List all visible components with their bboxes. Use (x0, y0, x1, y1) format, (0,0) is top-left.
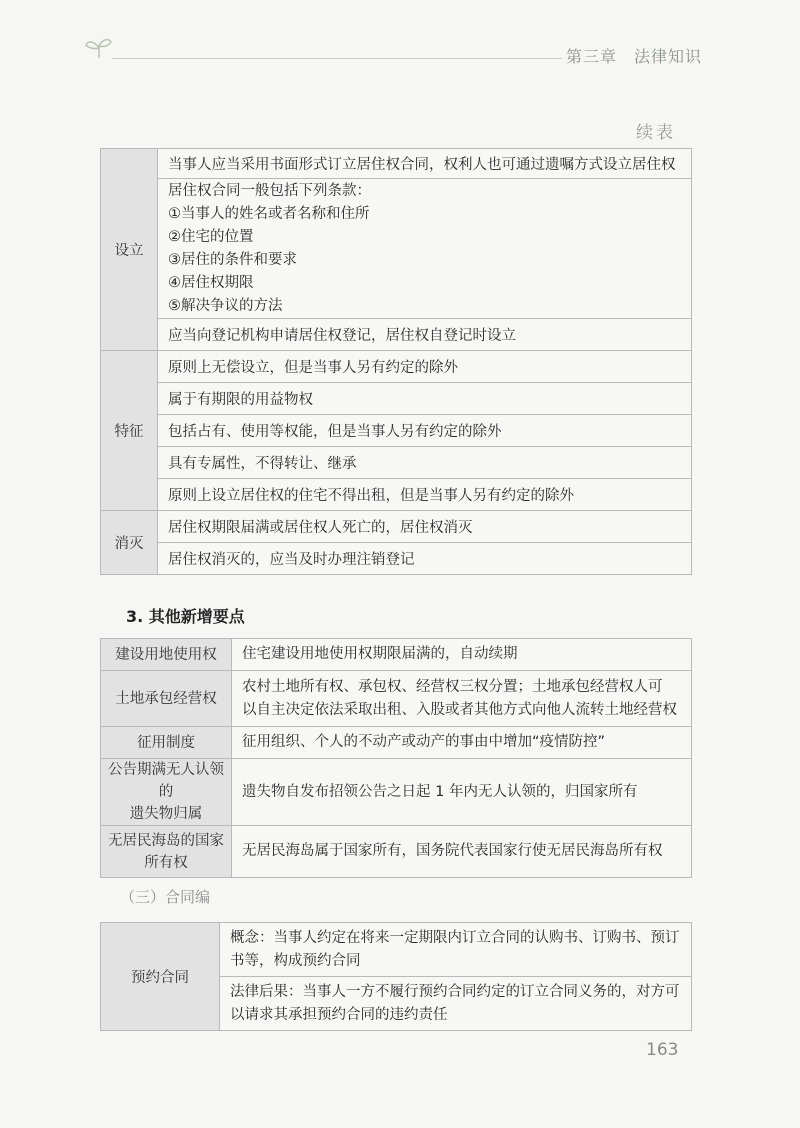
content-cell (232, 759, 692, 826)
table-row (101, 319, 692, 351)
category-cell: 设立 (101, 149, 158, 351)
content-line: 居住权消灭的，应当及时办理注销登记 (168, 552, 415, 568)
table-row (101, 383, 692, 415)
content-line: 以请求其承担预约合同的违约责任 (230, 1006, 448, 1023)
page-number: 163 (646, 1040, 679, 1060)
table-row (101, 415, 692, 447)
content-line: 遗失物自发布招领公告之日起 1 年内无人认领的，归国家所有 (242, 783, 638, 800)
content-line: 具有专属性，不得转让、继承 (168, 456, 357, 472)
content-cell (232, 826, 692, 878)
content-line: ④居住权期限 (168, 274, 254, 291)
table-row (101, 826, 692, 878)
content-cell (158, 511, 692, 543)
category-cell (101, 671, 232, 727)
table-row (101, 149, 692, 179)
other-new-points-table (100, 638, 692, 878)
content-line: 概念：当事人约定在将来一定期限内订立合同的认购书、订购书、预订 (230, 929, 680, 946)
content-cell (158, 179, 692, 319)
table-row (101, 479, 692, 511)
content-line: ①当事人的姓名或者名称和住所 (168, 205, 370, 222)
content-line: 应当向登记机构申请居住权登记，居住权自登记时设立 (168, 328, 516, 344)
content-line: 原则上无偿设立，但是当事人另有约定的除外 (168, 360, 458, 376)
category-cell (101, 639, 232, 671)
table-row (101, 759, 692, 826)
table-row (101, 727, 692, 759)
content-line: 居住权期限届满或居住权人死亡的，居住权消灭 (168, 520, 473, 536)
table-row (101, 179, 692, 319)
category-cell (101, 759, 232, 826)
table-row (101, 543, 692, 575)
content-cell (158, 319, 692, 351)
content-line: 住宅建设用地使用权期限届满的，自动续期 (242, 646, 518, 662)
content-line: 属于有期限的用益物权 (168, 392, 313, 408)
section-subheading: （三）合同编 (120, 888, 211, 906)
category-cell: 特征 (101, 351, 158, 511)
category-line: 建设用地使用权 (115, 646, 217, 663)
content-line: 法律后果：当事人一方不履行预约合同约定的订立合同义务的，对方可 (230, 983, 680, 1000)
content-line: 居住权合同一般包括下列条款： (168, 182, 371, 199)
content-cell (158, 149, 692, 179)
content-cell (220, 923, 692, 977)
category-line: 土地承包经营权 (115, 690, 217, 707)
content-line: 当事人应当采用书面形式订立居住权合同，权利人也可通过遗嘱方式设立居住权 (168, 157, 676, 173)
content-line: 征用组织、个人的不动产或动产的事由中增加“疫情防控” (242, 734, 606, 750)
section-heading: 3. 其他新增要点 (126, 607, 245, 626)
pre-contract-table (100, 922, 692, 1031)
category-cell (101, 826, 232, 878)
table-row (101, 639, 692, 671)
category-line: 所有权 (144, 854, 188, 871)
table-row (101, 923, 692, 977)
content-cell (158, 447, 692, 479)
category-line: 征用制度 (137, 734, 195, 751)
content-line: 书等，构成预约合同 (230, 952, 361, 969)
content-line: 农村土地所有权、承包权、经营权三权分置；土地承包经营权人可 (242, 678, 663, 695)
category-cell: 消灭 (101, 511, 158, 575)
content-cell (158, 543, 692, 575)
content-cell (220, 977, 692, 1031)
continued-table-label: 续表 (636, 123, 676, 143)
content-line: ③居住的条件和要求 (168, 251, 297, 268)
content-line: ⑤解决争议的方法 (168, 297, 283, 314)
content-line: ②住宅的位置 (168, 228, 254, 245)
category-cell (101, 727, 232, 759)
content-cell (158, 479, 692, 511)
content-line: 原则上设立居住权的住宅不得出租，但是当事人另有约定的除外 (168, 488, 574, 504)
content-cell (158, 383, 692, 415)
table-row (101, 511, 692, 543)
content-cell (158, 415, 692, 447)
leaf-sprout-icon (84, 36, 114, 60)
category-line: 公告期满无人认领的 (108, 762, 224, 800)
category-cell: 预约合同 (101, 923, 220, 1031)
content-line: 包括占有、使用等权能，但是当事人另有约定的除外 (168, 424, 502, 440)
table-row (101, 447, 692, 479)
chapter-title: 第三章 法律知识 (566, 47, 703, 66)
residence-right-table (100, 148, 692, 575)
category-line: 遗失物归属 (129, 806, 203, 822)
content-line: 无居民海岛属于国家所有，国务院代表国家行使无居民海岛所有权 (242, 843, 663, 859)
content-cell (158, 351, 692, 383)
header-rule (112, 58, 562, 59)
content-line: 以自主决定依法采取出租、入股或者其他方式向他人流转土地经营权 (242, 701, 677, 718)
table-row (101, 351, 692, 383)
content-cell (232, 671, 692, 727)
table-row (101, 671, 692, 727)
content-cell (232, 727, 692, 759)
content-cell (232, 639, 692, 671)
category-line: 无居民海岛的国家 (108, 832, 224, 849)
